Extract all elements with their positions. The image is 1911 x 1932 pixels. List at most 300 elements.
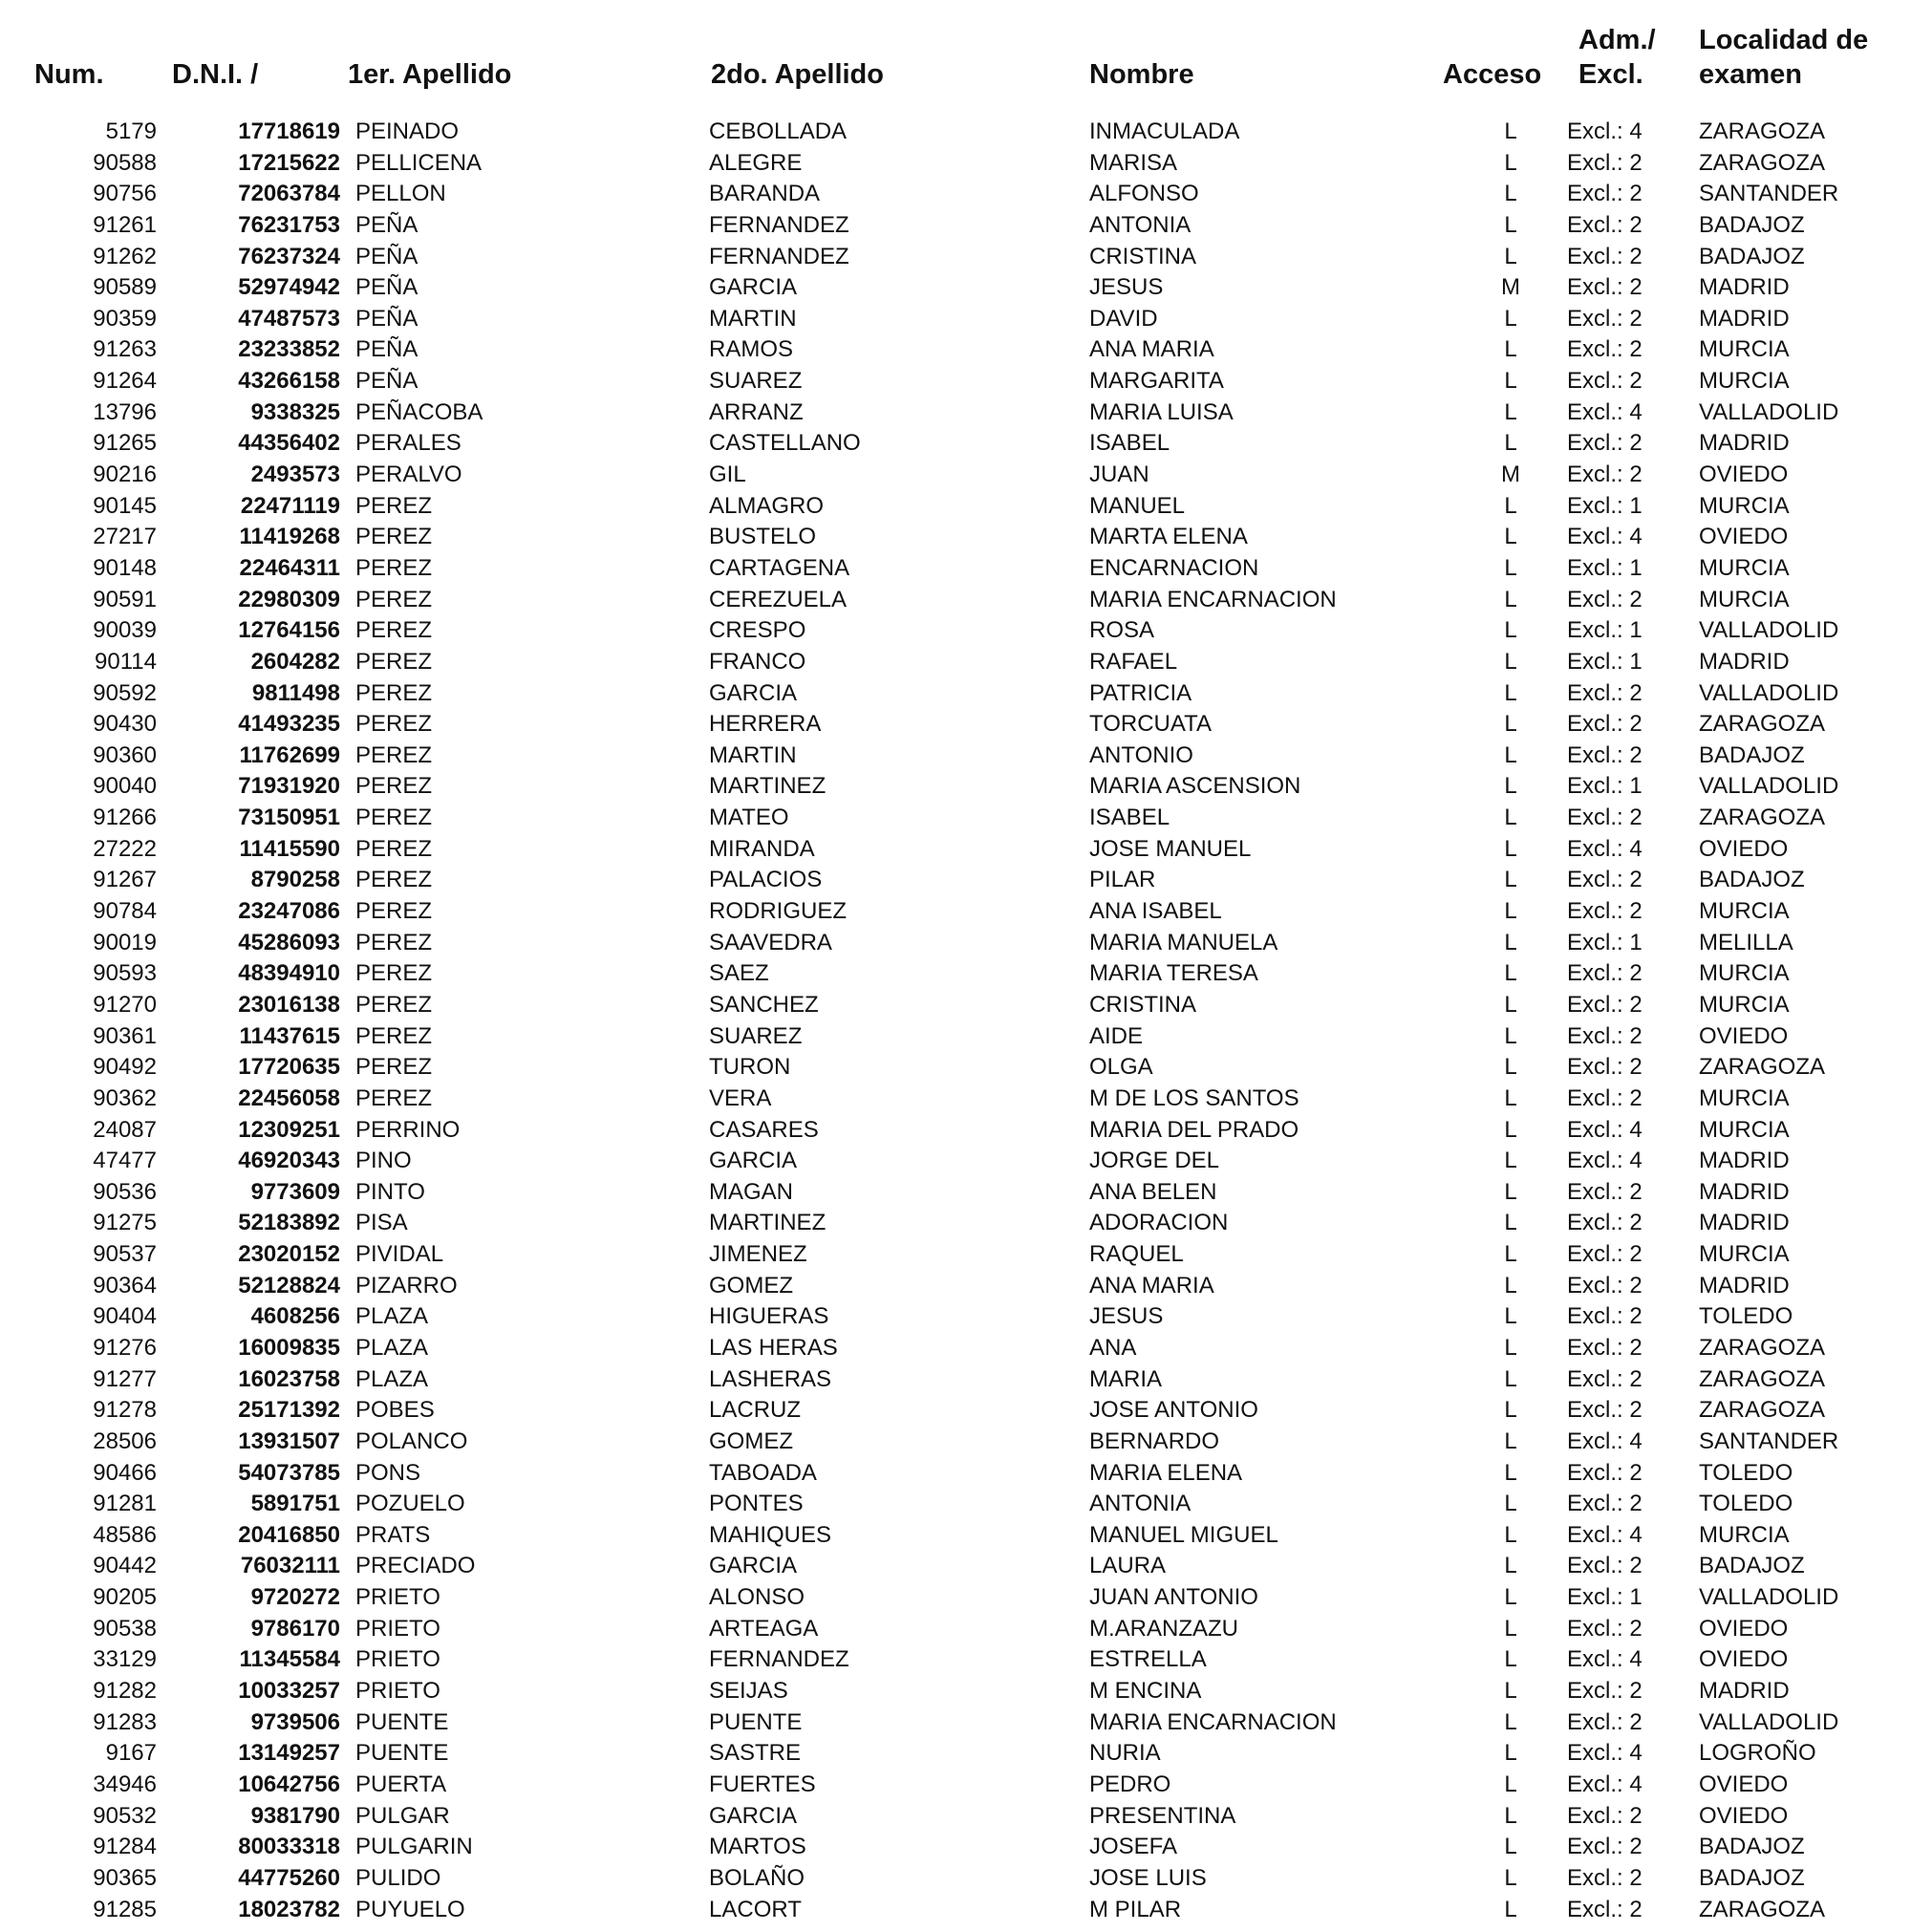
dni-cell: 13149257 — [238, 1740, 340, 1767]
nombre-cell: DAVID — [1089, 305, 1158, 332]
localidad-cell: MADRID — [1699, 305, 1790, 332]
acceso-cell: L — [1504, 430, 1517, 457]
apellido1-cell: PRECIADO — [355, 1553, 476, 1579]
table-row — [0, 958, 1911, 990]
table-row — [0, 1458, 1911, 1490]
apellido1-cell: PEREZ — [355, 960, 433, 987]
dni-cell: 44356402 — [238, 430, 340, 457]
adm-excl-cell: Excl.: 2 — [1567, 1210, 1643, 1236]
num-cell: 91262 — [93, 243, 157, 269]
apellido1-cell: PEÑA — [355, 243, 419, 269]
apellido2-cell: CRESPO — [709, 617, 806, 644]
num-cell: 90145 — [93, 492, 157, 519]
apellido2-cell: MARTOS — [709, 1834, 806, 1860]
dni-cell: 76237324 — [238, 243, 340, 269]
num-cell: 28506 — [93, 1428, 157, 1454]
num-cell: 91267 — [93, 867, 157, 893]
num-cell: 91270 — [93, 991, 157, 1018]
nombre-cell: PRESENTINA — [1089, 1802, 1236, 1829]
apellido1-cell: PEREZ — [355, 929, 433, 955]
dni-cell: 12764156 — [238, 617, 340, 644]
apellido2-cell: SAAVEDRA — [709, 929, 832, 955]
table-row — [0, 272, 1911, 304]
num-cell: 90537 — [93, 1241, 157, 1268]
adm-excl-cell: Excl.: 2 — [1567, 1334, 1643, 1361]
num-cell: 90442 — [93, 1553, 157, 1579]
localidad-cell: ZARAGOZA — [1699, 1365, 1826, 1392]
localidad-cell: OVIEDO — [1699, 1771, 1789, 1797]
dni-cell: 22456058 — [238, 1084, 340, 1111]
dni-cell: 17215622 — [238, 149, 340, 176]
localidad-cell: MURCIA — [1699, 1084, 1790, 1111]
apellido1-cell: PEREZ — [355, 741, 433, 768]
num-cell: 5179 — [105, 118, 157, 144]
num-cell: 90591 — [93, 586, 157, 612]
localidad-cell: VALLADOLID — [1699, 1708, 1839, 1735]
acceso-cell: L — [1504, 1397, 1517, 1424]
dni-cell: 18023782 — [238, 1896, 340, 1922]
table-row — [0, 647, 1911, 678]
localidad-cell: MURCIA — [1699, 586, 1790, 612]
apellido2-cell: MATEO — [709, 805, 789, 831]
localidad-cell: BADAJOZ — [1699, 243, 1805, 269]
num-cell: 90593 — [93, 960, 157, 987]
dni-cell: 2604282 — [250, 648, 340, 675]
localidad-cell: TOLEDO — [1699, 1303, 1793, 1330]
apellido1-cell: PLAZA — [355, 1303, 429, 1330]
table-row — [0, 1364, 1911, 1396]
dni-cell: 23247086 — [238, 898, 340, 925]
adm-excl-cell: Excl.: 1 — [1567, 617, 1643, 644]
header-adm-line1: Adm./ — [1578, 25, 1656, 55]
apellido1-cell: PONS — [355, 1459, 421, 1486]
acceso-cell: L — [1504, 181, 1517, 207]
apellido1-cell: PRIETO — [355, 1678, 440, 1705]
adm-excl-cell: Excl.: 4 — [1567, 1521, 1643, 1548]
apellido1-cell: PRIETO — [355, 1615, 440, 1642]
num-cell: 91261 — [93, 211, 157, 238]
table-row — [0, 1644, 1911, 1676]
apellido1-cell: PEÑA — [355, 274, 419, 301]
num-cell: 90466 — [93, 1459, 157, 1486]
apellido2-cell: GOMEZ — [709, 1272, 793, 1299]
acceso-cell: L — [1504, 305, 1517, 332]
localidad-cell: SANTANDER — [1699, 181, 1839, 207]
nombre-cell: MARIA MANUELA — [1089, 929, 1278, 955]
num-cell: 91281 — [93, 1491, 157, 1517]
apellido2-cell: TURON — [709, 1054, 791, 1081]
dni-cell: 16009835 — [238, 1334, 340, 1361]
acceso-cell: L — [1504, 648, 1517, 675]
apellido1-cell: PEREZ — [355, 492, 433, 519]
apellido1-cell: PEREZ — [355, 773, 433, 800]
acceso-cell: L — [1504, 1864, 1517, 1891]
dni-cell: 2493573 — [250, 462, 340, 488]
dni-cell: 9338325 — [250, 398, 340, 425]
num-cell: 90784 — [93, 898, 157, 925]
apellido2-cell: MARTINEZ — [709, 1210, 827, 1236]
adm-excl-cell: Excl.: 2 — [1567, 211, 1643, 238]
adm-excl-cell: Excl.: 1 — [1567, 648, 1643, 675]
table-row — [0, 1271, 1911, 1302]
apellido1-cell: PEREZ — [355, 1084, 433, 1111]
table-row — [0, 1239, 1911, 1271]
dni-cell: 54073785 — [238, 1459, 340, 1486]
nombre-cell: MARIA LUISA — [1089, 398, 1234, 425]
adm-excl-cell: Excl.: 4 — [1567, 1428, 1643, 1454]
nombre-cell: CRISTINA — [1089, 243, 1197, 269]
table-row — [0, 1832, 1911, 1863]
adm-excl-cell: Excl.: 1 — [1567, 929, 1643, 955]
apellido1-cell: PELLON — [355, 181, 446, 207]
adm-excl-cell: Excl.: 2 — [1567, 305, 1643, 332]
acceso-cell: L — [1504, 1771, 1517, 1797]
localidad-cell: MADRID — [1699, 1678, 1790, 1705]
num-cell: 27222 — [93, 835, 157, 862]
header-apellido1: 1er. Apellido — [348, 59, 512, 90]
header-localidad-line2: examen — [1699, 59, 1803, 90]
acceso-cell: L — [1504, 1802, 1517, 1829]
table-row — [0, 1052, 1911, 1084]
nombre-cell: MARIA — [1089, 1365, 1163, 1392]
table-row — [0, 1333, 1911, 1364]
num-cell: 91278 — [93, 1397, 157, 1424]
apellido1-cell: PERRINO — [355, 1116, 461, 1143]
num-cell: 90364 — [93, 1272, 157, 1299]
acceso-cell: L — [1504, 243, 1517, 269]
nombre-cell: JORGE DEL — [1089, 1148, 1220, 1174]
dni-cell: 11345584 — [239, 1646, 340, 1673]
acceso-cell: L — [1504, 960, 1517, 987]
table-row — [0, 460, 1911, 491]
adm-excl-cell: Excl.: 4 — [1567, 118, 1643, 144]
dni-cell: 46920343 — [238, 1148, 340, 1174]
localidad-cell: BADAJOZ — [1699, 1834, 1805, 1860]
acceso-cell: L — [1504, 1459, 1517, 1486]
apellido1-cell: PERALES — [355, 430, 462, 457]
adm-excl-cell: Excl.: 2 — [1567, 1834, 1643, 1860]
localidad-cell: BADAJOZ — [1699, 211, 1805, 238]
apellido1-cell: PULGARIN — [355, 1834, 473, 1860]
apellido1-cell: PEREZ — [355, 679, 433, 706]
dni-cell: 52183892 — [238, 1210, 340, 1236]
apellido2-cell: CEREZUELA — [709, 586, 848, 612]
apellido1-cell: PRIETO — [355, 1646, 440, 1673]
table-row — [0, 1707, 1911, 1739]
table-row — [0, 1582, 1911, 1614]
header-apellido2: 2do. Apellido — [711, 59, 884, 90]
nombre-cell: RAFAEL — [1089, 648, 1178, 675]
table-row — [0, 1738, 1911, 1770]
apellido2-cell: MIRANDA — [709, 835, 815, 862]
dni-cell: 11437615 — [239, 1022, 340, 1049]
adm-excl-cell: Excl.: 1 — [1567, 1584, 1643, 1611]
nombre-cell: ANA — [1089, 1334, 1137, 1361]
table-row — [0, 553, 1911, 585]
acceso-cell: L — [1504, 586, 1517, 612]
adm-excl-cell: Excl.: 2 — [1567, 1178, 1643, 1205]
dni-cell: 76032111 — [240, 1553, 340, 1579]
table-row — [0, 615, 1911, 647]
table-row — [0, 1520, 1911, 1552]
localidad-cell: MURCIA — [1699, 1241, 1790, 1268]
dni-cell: 71931920 — [238, 773, 340, 800]
localidad-cell: BADAJOZ — [1699, 1864, 1805, 1891]
apellido1-cell: PEINADO — [355, 118, 460, 144]
localidad-cell: SANTANDER — [1699, 1428, 1839, 1454]
apellido2-cell: GIL — [709, 462, 746, 488]
adm-excl-cell: Excl.: 2 — [1567, 805, 1643, 831]
nombre-cell: JOSE LUIS — [1089, 1864, 1207, 1891]
apellido1-cell: PEREZ — [355, 617, 433, 644]
adm-excl-cell: Excl.: 2 — [1567, 368, 1643, 395]
apellido2-cell: PONTES — [709, 1491, 804, 1517]
nombre-cell: ROSA — [1089, 617, 1155, 644]
table-row — [0, 1863, 1911, 1895]
nombre-cell: RAQUEL — [1089, 1241, 1184, 1268]
num-cell: 90148 — [93, 554, 157, 581]
apellido1-cell: PEREZ — [355, 1022, 433, 1049]
nombre-cell: ANA ISABEL — [1089, 898, 1222, 925]
adm-excl-cell: Excl.: 2 — [1567, 741, 1643, 768]
acceso-cell: L — [1504, 492, 1517, 519]
nombre-cell: ALFONSO — [1089, 181, 1199, 207]
apellido2-cell: LASHERAS — [709, 1365, 832, 1392]
nombre-cell: ANTONIA — [1089, 211, 1192, 238]
num-cell: 91285 — [93, 1896, 157, 1922]
dni-cell: 23020152 — [238, 1241, 340, 1268]
header-acceso: Acceso — [1443, 59, 1542, 90]
apellido2-cell: CASARES — [709, 1116, 819, 1143]
acceso-cell: L — [1504, 1178, 1517, 1205]
localidad-cell: ZARAGOZA — [1699, 805, 1826, 831]
apellido2-cell: FRANCO — [709, 648, 806, 675]
adm-excl-cell: Excl.: 2 — [1567, 243, 1643, 269]
adm-excl-cell: Excl.: 2 — [1567, 711, 1643, 738]
apellido2-cell: SAEZ — [709, 960, 769, 987]
apellido2-cell: GARCIA — [709, 1553, 798, 1579]
adm-excl-cell: Excl.: 2 — [1567, 679, 1643, 706]
adm-excl-cell: Excl.: 2 — [1567, 1054, 1643, 1081]
adm-excl-cell: Excl.: 2 — [1567, 960, 1643, 987]
table-row — [0, 179, 1911, 210]
apellido1-cell: PEÑA — [355, 336, 419, 363]
adm-excl-cell: Excl.: 2 — [1567, 1896, 1643, 1922]
nombre-cell: NURIA — [1089, 1740, 1161, 1767]
localidad-cell: MADRID — [1699, 1148, 1790, 1174]
localidad-cell: TOLEDO — [1699, 1459, 1793, 1486]
dni-cell: 5891751 — [250, 1491, 340, 1517]
localidad-cell: MADRID — [1699, 1178, 1790, 1205]
nombre-cell: JUAN ANTONIO — [1089, 1584, 1258, 1611]
acceso-cell: L — [1504, 1834, 1517, 1860]
adm-excl-cell: Excl.: 1 — [1567, 554, 1643, 581]
localidad-cell: MADRID — [1699, 1210, 1790, 1236]
num-cell: 90114 — [95, 648, 157, 675]
table-row — [0, 242, 1911, 273]
acceso-cell: L — [1504, 1272, 1517, 1299]
table-row — [0, 1770, 1911, 1801]
nombre-cell: ISABEL — [1089, 430, 1170, 457]
localidad-cell: MELILLA — [1699, 929, 1793, 955]
apellido1-cell: PEREZ — [355, 835, 433, 862]
dni-cell: 48394910 — [238, 960, 340, 987]
table-row — [0, 928, 1911, 959]
num-cell: 90362 — [93, 1084, 157, 1111]
dni-cell: 9381790 — [250, 1802, 340, 1829]
acceso-cell: L — [1504, 398, 1517, 425]
adm-excl-cell: Excl.: 4 — [1567, 1771, 1643, 1797]
dni-cell: 10642756 — [238, 1771, 340, 1797]
table-row — [0, 1395, 1911, 1427]
dni-cell: 11415590 — [239, 835, 340, 862]
num-cell: 90589 — [93, 274, 157, 301]
table-row — [0, 1676, 1911, 1707]
localidad-cell: MURCIA — [1699, 1521, 1790, 1548]
adm-excl-cell: Excl.: 2 — [1567, 1397, 1643, 1424]
acceso-cell: L — [1504, 1022, 1517, 1049]
apellido2-cell: JIMENEZ — [709, 1241, 807, 1268]
adm-excl-cell: Excl.: 4 — [1567, 398, 1643, 425]
localidad-cell: MADRID — [1699, 430, 1790, 457]
adm-excl-cell: Excl.: 4 — [1567, 1646, 1643, 1673]
table-row — [0, 678, 1911, 710]
nombre-cell: JOSE ANTONIO — [1089, 1397, 1258, 1424]
localidad-cell: MURCIA — [1699, 898, 1790, 925]
apellido1-cell: PEÑA — [355, 211, 419, 238]
apellido1-cell: PINO — [355, 1148, 412, 1174]
num-cell: 91275 — [93, 1210, 157, 1236]
table-row — [0, 1084, 1911, 1115]
table-row — [0, 366, 1911, 397]
adm-excl-cell: Excl.: 4 — [1567, 1116, 1643, 1143]
localidad-cell: BADAJOZ — [1699, 1553, 1805, 1579]
localidad-cell: ZARAGOZA — [1699, 118, 1826, 144]
num-cell: 34946 — [93, 1771, 157, 1797]
table-row — [0, 1208, 1911, 1239]
adm-excl-cell: Excl.: 2 — [1567, 1241, 1643, 1268]
nombre-cell: ANTONIA — [1089, 1491, 1192, 1517]
apellido1-cell: PLAZA — [355, 1365, 429, 1392]
table-row — [0, 428, 1911, 460]
nombre-cell: JOSEFA — [1089, 1834, 1178, 1860]
table-row — [0, 1021, 1911, 1053]
nombre-cell: CRISTINA — [1089, 991, 1197, 1018]
localidad-cell: OVIEDO — [1699, 524, 1789, 550]
num-cell: 24087 — [93, 1116, 157, 1143]
apellido2-cell: GARCIA — [709, 1148, 798, 1174]
adm-excl-cell: Excl.: 2 — [1567, 1802, 1643, 1829]
apellido1-cell: PUENTE — [355, 1708, 449, 1735]
table-row — [0, 334, 1911, 366]
dni-cell: 73150951 — [238, 805, 340, 831]
apellido2-cell: LACORT — [709, 1896, 802, 1922]
localidad-cell: BADAJOZ — [1699, 741, 1805, 768]
adm-excl-cell: Excl.: 2 — [1567, 991, 1643, 1018]
table-row — [0, 117, 1911, 148]
dni-cell: 8790258 — [250, 867, 340, 893]
apellido2-cell: GARCIA — [709, 274, 798, 301]
header-nombre: Nombre — [1089, 59, 1194, 90]
apellido2-cell: RODRIGUEZ — [709, 898, 847, 925]
apellido2-cell: SANCHEZ — [709, 991, 819, 1018]
num-cell: 48586 — [93, 1521, 157, 1548]
nombre-cell: JESUS — [1089, 274, 1164, 301]
apellido2-cell: GARCIA — [709, 679, 798, 706]
acceso-cell: L — [1504, 773, 1517, 800]
adm-excl-cell: Excl.: 2 — [1567, 430, 1643, 457]
apellido2-cell: PUENTE — [709, 1708, 803, 1735]
dni-cell: 11762699 — [239, 741, 340, 768]
acceso-cell: L — [1504, 1303, 1517, 1330]
acceso-cell: L — [1504, 1646, 1517, 1673]
apellido2-cell: RAMOS — [709, 336, 794, 363]
apellido1-cell: PEÑACOBA — [355, 398, 483, 425]
num-cell: 90039 — [93, 617, 157, 644]
dni-cell: 9739506 — [250, 1708, 340, 1735]
nombre-cell: MARISA — [1089, 149, 1178, 176]
nombre-cell: ESTRELLA — [1089, 1646, 1207, 1673]
nombre-cell: MARIA ENCARNACION — [1089, 1708, 1337, 1735]
apellido2-cell: HERRERA — [709, 711, 822, 738]
nombre-cell: ANTONIO — [1089, 741, 1193, 768]
dni-cell: 52974942 — [238, 274, 340, 301]
dni-cell: 23233852 — [238, 336, 340, 363]
apellido1-cell: PUENTE — [355, 1740, 449, 1767]
header-dni: D.N.I. / — [172, 59, 259, 90]
table-row — [0, 1895, 1911, 1926]
localidad-cell: ZARAGOZA — [1699, 1896, 1826, 1922]
localidad-cell: TOLEDO — [1699, 1491, 1793, 1517]
adm-excl-cell: Excl.: 1 — [1567, 492, 1643, 519]
table-row — [0, 990, 1911, 1021]
num-cell: 13796 — [93, 398, 157, 425]
apellido1-cell: PIVIDAL — [355, 1241, 444, 1268]
dni-cell: 47487573 — [238, 305, 340, 332]
localidad-cell: OVIEDO — [1699, 1022, 1789, 1049]
localidad-cell: BADAJOZ — [1699, 867, 1805, 893]
dni-cell: 4608256 — [250, 1303, 340, 1330]
dni-cell: 45286093 — [238, 929, 340, 955]
adm-excl-cell: Excl.: 2 — [1567, 867, 1643, 893]
apellido2-cell: HIGUERAS — [709, 1303, 829, 1330]
apellido1-cell: PULIDO — [355, 1864, 441, 1891]
apellido2-cell: PALACIOS — [709, 867, 823, 893]
table-row — [0, 1301, 1911, 1333]
apellido1-cell: PEREZ — [355, 898, 433, 925]
adm-excl-cell: Excl.: 2 — [1567, 1678, 1643, 1705]
apellido2-cell: ALEGRE — [709, 149, 803, 176]
adm-excl-cell: Excl.: 2 — [1567, 1303, 1643, 1330]
localidad-cell: VALLADOLID — [1699, 773, 1839, 800]
dni-cell: 76231753 — [238, 211, 340, 238]
acceso-cell: L — [1504, 805, 1517, 831]
apellido2-cell: ARTEAGA — [709, 1615, 819, 1642]
localidad-cell: MURCIA — [1699, 336, 1790, 363]
acceso-cell: L — [1504, 1241, 1517, 1268]
apellido1-cell: PEREZ — [355, 586, 433, 612]
apellido1-cell: PEÑA — [355, 368, 419, 395]
acceso-cell: L — [1504, 867, 1517, 893]
num-cell: 91276 — [93, 1334, 157, 1361]
table-row — [0, 896, 1911, 928]
localidad-cell: MURCIA — [1699, 1116, 1790, 1143]
nombre-cell: MARIA ASCENSION — [1089, 773, 1301, 800]
nombre-cell: M DE LOS SANTOS — [1089, 1084, 1299, 1111]
localidad-cell: MURCIA — [1699, 554, 1790, 581]
adm-excl-cell: Excl.: 2 — [1567, 898, 1643, 925]
dni-cell: 23016138 — [238, 991, 340, 1018]
